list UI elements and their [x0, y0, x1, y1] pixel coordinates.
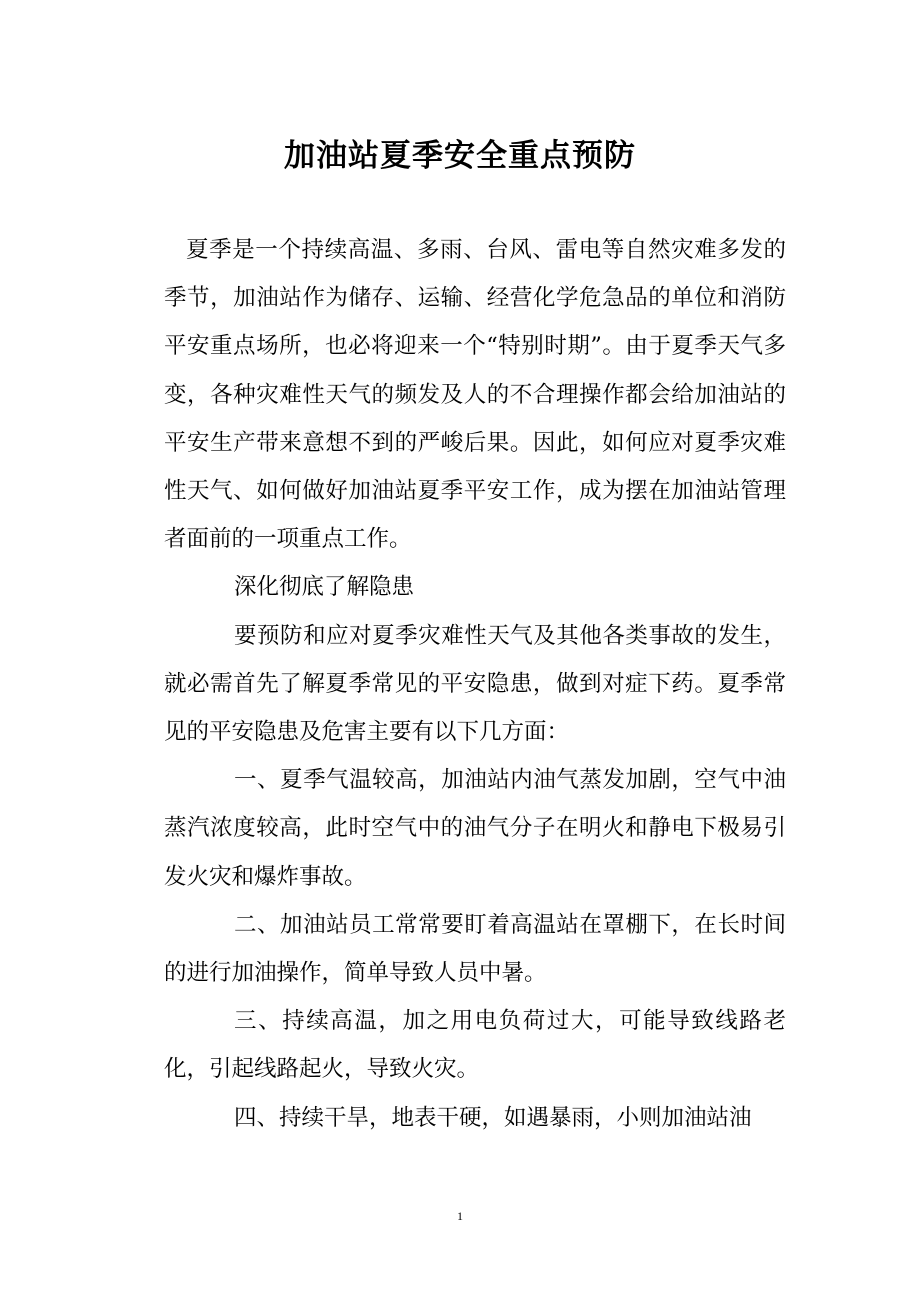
page-number: 1 [457, 1209, 463, 1223]
section-heading: 深化彻底了解隐患 [234, 574, 415, 601]
list-item-hazard-1: 一、夏季气温较高，加油站内油气蒸发加剧，空气中油蒸汽浓度较高，此时空气中的油气分子在明火和静电下极易引发火灾和爆炸事故。 [164, 767, 786, 890]
list-item-hazard-2: 二、加油站员工常常要盯着高温站在罩棚下，在长时间的进行加油操作，简单导致人员中暑。 [164, 911, 786, 987]
document-title: 加油站夏季安全重点预防 [284, 138, 636, 174]
paragraph-intro: 夏季是一个持续高温、多雨、台风、雷电等自然灾难多发的季节，加油站作为储存、运输、经营化学危急品的单位和消防平安重点场所，也必将迎来一个“特别时期”。由于夏季天气多变，各种灾难性天气的频发及人的不合理操作都会给加油站的平安生产带来意想不到的严峻后果。因此，如何应对夏季灾难性天气、如何做好加油站夏季平安工作，成为摆在加油站管理者面前的一项重点工作。 [164, 237, 786, 553]
list-item-hazard-4: 四、持续干旱，地表干硬，如遇暴雨，小则加油站油 [234, 1104, 752, 1131]
paragraph-hazards-intro: 要预防和应对夏季灾难性天气及其他各类事故的发生，就必需首先了解夏季常见的平安隐患，做到对症下药。夏季常见的平安隐患及危害主要有以下几方面： [164, 622, 786, 746]
list-item-hazard-3: 三、持续高温，加之用电负荷过大，可能导致线路老化，引起线路起火，导致火灾。 [164, 1008, 786, 1083]
document-body [164, 226, 786, 1142]
